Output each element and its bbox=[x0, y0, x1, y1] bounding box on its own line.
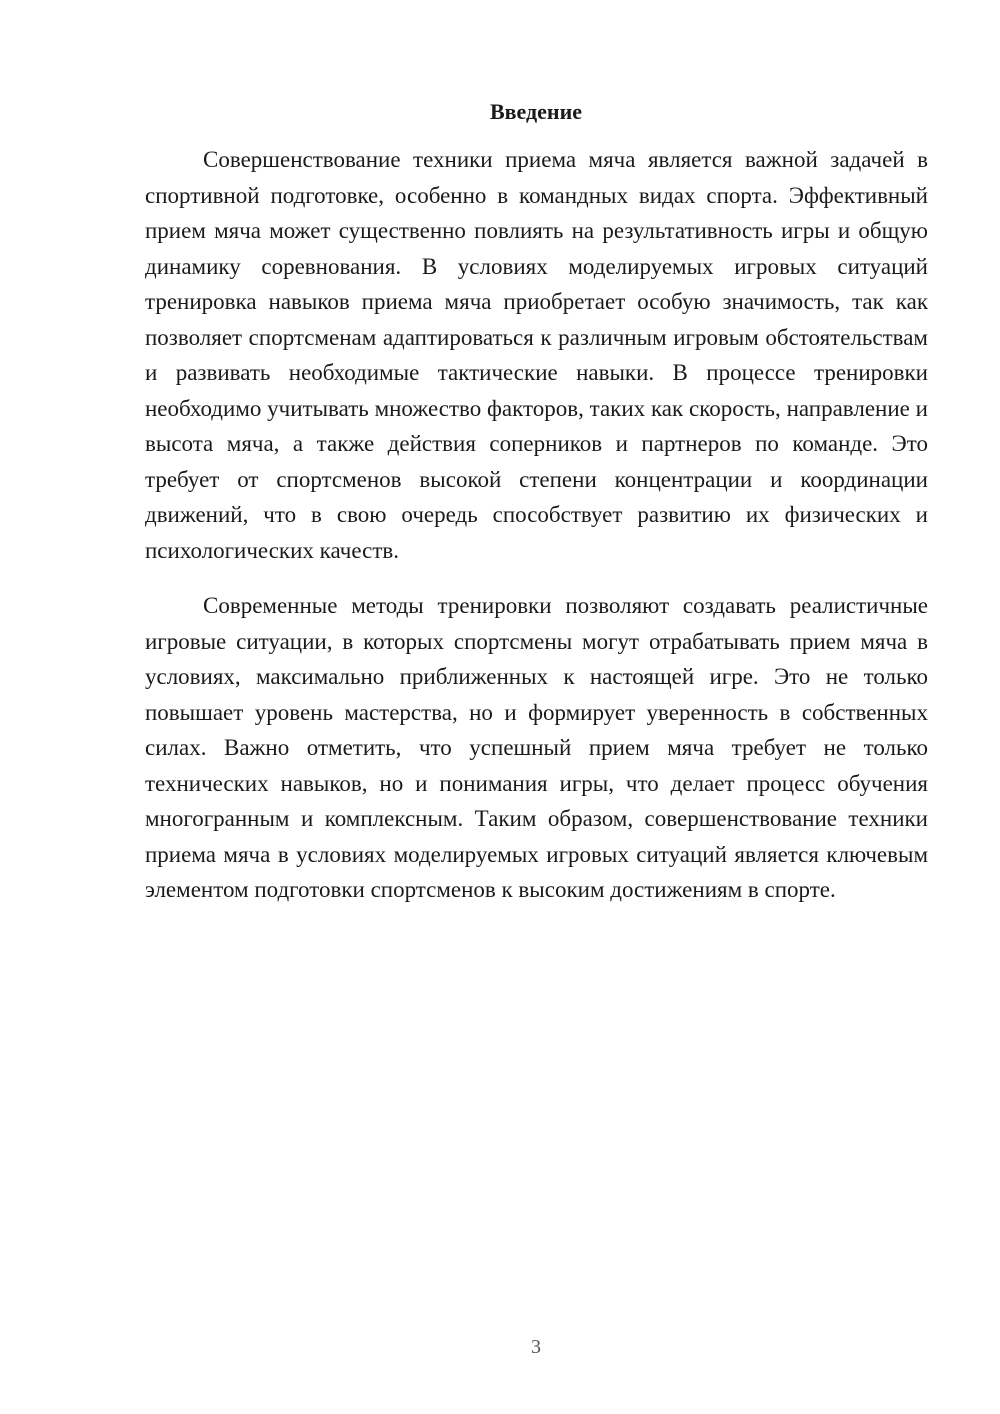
page-number: 3 bbox=[531, 1336, 541, 1358]
body-text bbox=[145, 142, 928, 908]
section-heading: Введение bbox=[489, 99, 583, 124]
paragraph-1: Совершенствование техники приема мяча является важной задачей в спортивной подготовке, особенно в командных видах спорта. Эффективный прием мяча может существенно повлиять на результативность игры и общую динамику соревнования. В условиях моделируемых игровых ситуаций тренировка навыков приема мяча приобретает особую значимость, так как позволяет спортсменам адаптироваться к различным игровым обстоятельствам и развивать необходимые тактические навыки. В процессе тренировки необходимо учитывать множество факторов, таких как скорость, направление и высота мяча, а также действия соперников и партнеров по команде. Это требует от спортсменов высокой степени концентрации и координации движений, что в свою очередь способствует развитию их физических и психологических качеств. bbox=[145, 147, 928, 563]
paragraph-2: Современные методы тренировки позволяют создавать реалистичные игровые ситуации, в которых спортсмены могут отрабатывать прием мяча в условиях, максимально приближенных к настоящей игре. Это не только повышает уровень мастерства, но и формирует уверенность в собственных силах. Важно отметить, что успешный прием мяча требует не только технических навыков, но и понимания игры, что делает процесс обучения многогранным и комплексным. Таким образом, совершенствование техники приема мяча в условиях моделируемых игровых ситуаций является ключевым элементом подготовки спортсменов к высоким достижениям в спорте. bbox=[145, 593, 928, 902]
